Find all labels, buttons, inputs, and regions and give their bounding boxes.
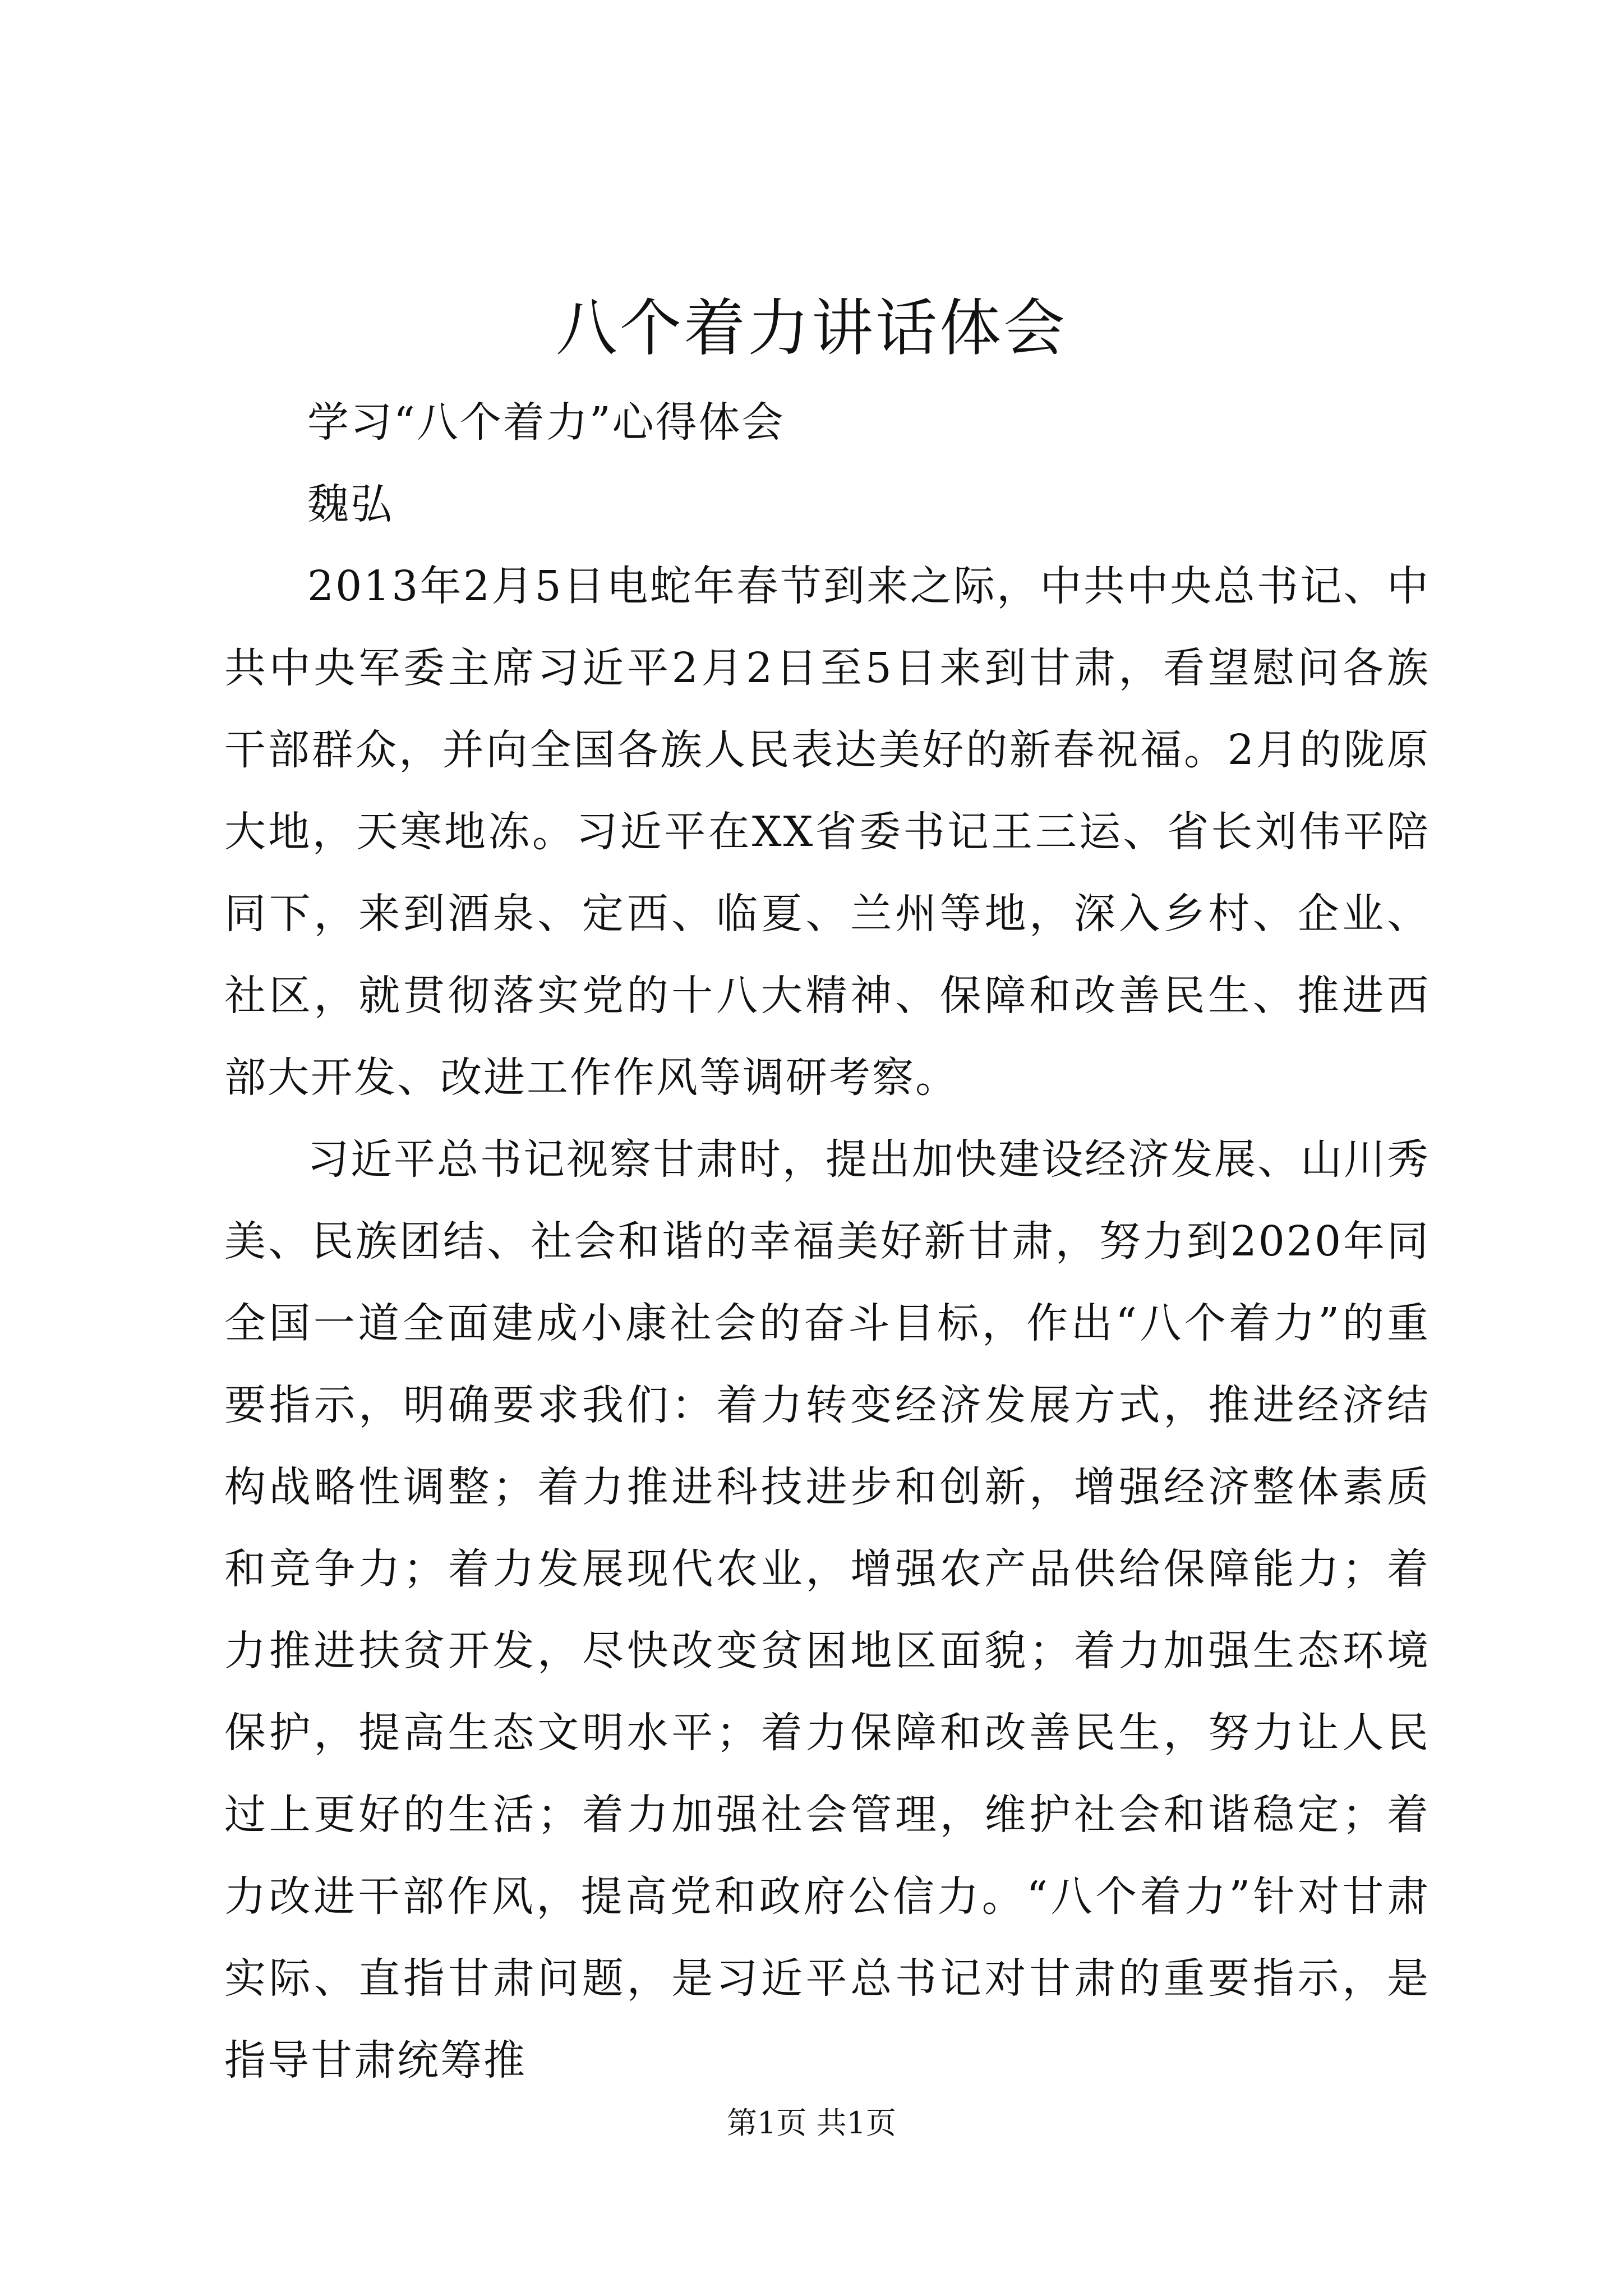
paragraph-1: 2013年2月5日电蛇年春节到来之际，中共中央总书记、中共中央军委主席习近平2月2日至5日来到甘肃，看望慰问各族干部群众，并向全国各族人民表达美好的新春祝福。2月的陇原大地，天寒地冻。习近平在XX省委书记王三运、省长刘伟平陪同下，来到酒泉、定西、临夏、兰州等地，深入乡村、企业、社区，就贯彻落实党的十八大精神、保障和改善民生、推进西部大开发、改进工作作风等调研考察。	[224, 562, 1430, 1102]
page-footer: 第1页 共1页	[727, 2105, 896, 2141]
author: 魏弘	[307, 480, 394, 528]
subtitle: 学习“八个着力”心得体会	[307, 398, 785, 447]
paragraph-2: 习近平总书记视察甘肃时，提出加快建设经济发展、山川秀美、民族团结、社会和谐的幸福美好新甘肃，努力到2020年同全国一道全面建成小康社会的奋斗目标，作出“八个着力”的重要指示，明确要求我们：着力转变经济发展方式，推进经济结构战略性调整；着力推进科技进步和创新，增强经济整体素质和竞争力；着力发展现代农业，增强农产品供给保障能力；着力推进扶贫开发，尽快改变贫困地区面貌；着力加强生态环境保护，提高生态文明水平；着力保障和改善民生，努力让人民过上更好的生活；着力加强社会管理，维护社会和谐稳定；着力改进干部作风，提高党和政府公信力。“八个着力”针对甘肃实际、直指甘肃问题，是习近平总书记对甘肃的重要指示，是指导甘肃统筹推	[224, 1135, 1430, 2085]
document-title: 八个着力讲话体会	[556, 292, 1067, 364]
document-body	[224, 381, 1430, 2101]
